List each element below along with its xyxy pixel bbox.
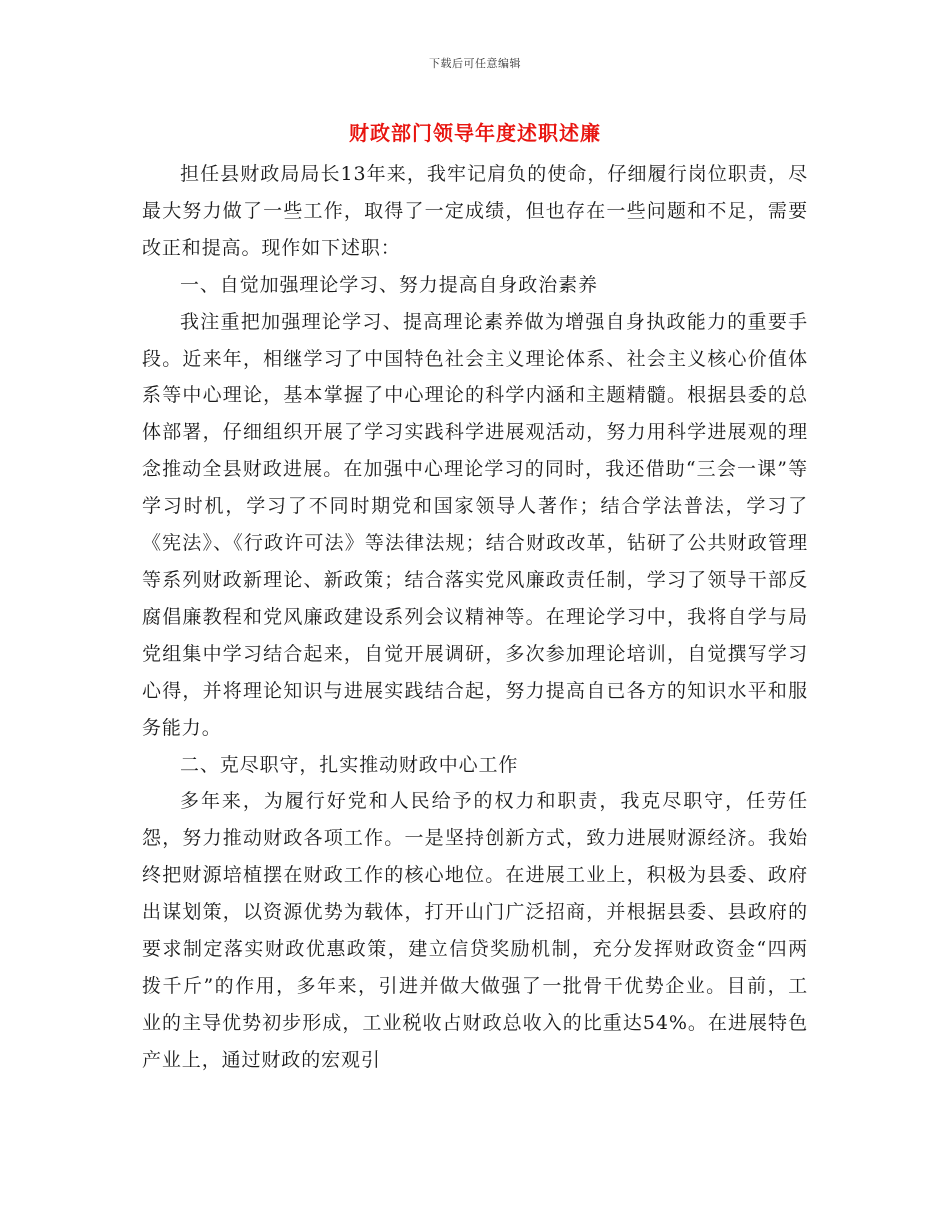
intro-paragraph: 担任县财政局局长13年来，我牢记肩负的使命，仔细履行岗位职责，尽最大努力做了一些工作，取得了一定成绩，但也存在一些问题和不足，需要改正和提高。现作如下述职： [142,163,808,259]
section-heading-1: 一、自觉加强理论学习、努力提高自身政治素养 [180,273,598,296]
section-heading-2: 二、克尽职守，扎实推动财政中心工作 [180,753,519,776]
document-title: 财政部门领导年度述职述廉 [349,121,601,145]
body-paragraph: 多年来，为履行好党和人民给予的权力和职责，我克尽职守，任劳任怨，努力推动财政各项工作。一是坚持创新方式，致力进展财源经济。我始终把财源培植摆在财政工作的核心地位。在进展工业上，积极为县委、政府出谋划策，以资源优势为载体，打开山门广泛招商，并根据县委、县政府的要求制定落实财政优惠政策，建立信贷奖励机制，充分发挥财政资金“四两拨千斤”的作用，多年来，引进并做大做强了一批骨干优势企业。目前，工业的主导优势初步形成，工业税收占财政总收入的比重达54%。在进展特色产业上，通过财政的宏观引 [142,790,808,1071]
document-body [142,156,808,1079]
body-paragraph: 我注重把加强理论学习、提高理论素养做为增强自身执政能力的重要手段。近来年，相继学习了中国特色社会主义理论体系、社会主义核心价值体系等中心理论，基本掌握了中心理论的科学内涵和主题精髓。根据县委的总体部署，仔细组织开展了学习实践科学进展观活动，努力用科学进展观的理念推动全县财政进展。在加强中心理论学习的同时，我还借助“三会一课”等学习时机，学习了不同时期党和国家领导人著作；结合学法普法，学习了《宪法》、《行政许可法》等法律法规；结合财政改革，钻研了公共财政管理等系列财政新理论、新政策；结合落实党风廉政责任制，学习了领导干部反腐倡廉教程和党风廉政建设系列会议精神等。在理论学习中，我将自学与局党组集中学习结合起来，自觉开展调研，多次参加理论培训，自觉撰写学习心得，并将理论知识与进展实践结合起，努力提高自已各方的知识水平和服务能力。 [142,310,808,739]
page-header-note: 下载后可任意编辑 [429,57,521,70]
